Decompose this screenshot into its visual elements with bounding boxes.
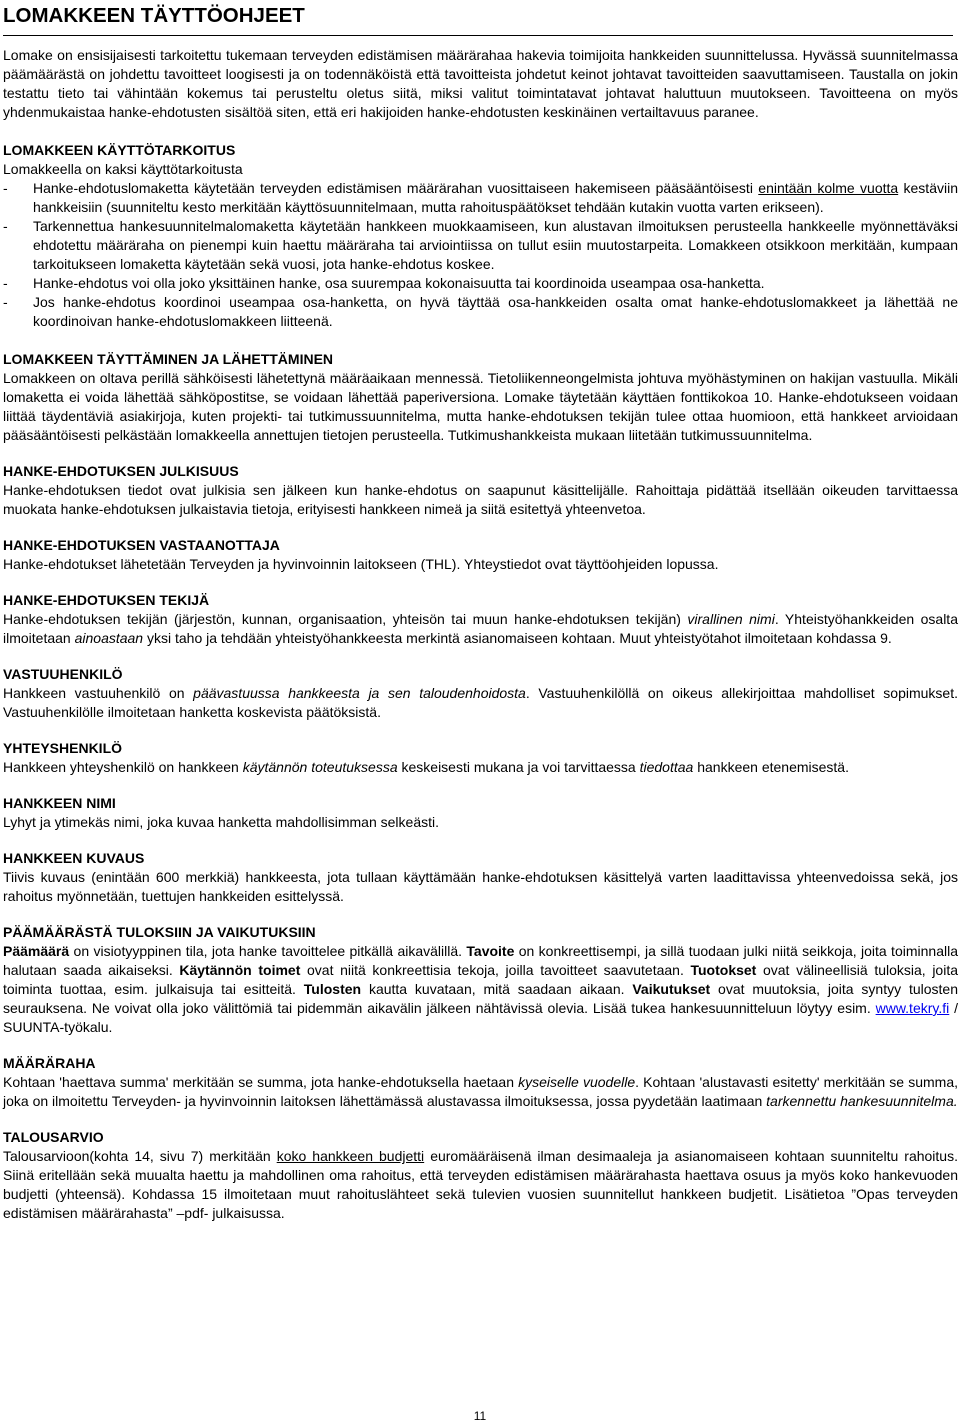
section-heading: HANKKEEN NIMI (3, 795, 116, 811)
section-tekija (3, 591, 958, 648)
section-heading: LOMAKKEEN KÄYTTÖTARKOITUS (3, 142, 236, 158)
section-talousarvio (3, 1128, 958, 1223)
section-heading: HANKE-EHDOTUKSEN TEKIJÄ (3, 592, 210, 608)
section-text (3, 1147, 958, 1223)
section-text (3, 758, 958, 777)
section-text: Hanke-ehdotuksen tiedot ovat julkisia sen jälkeen kun hanke-ehdotus on saapunut käsittelijälle. Rahoittaja pidättää itsellään oikeuden tarvittaessa muokata hanke-ehdotuksen julkaistavia tietoja, erityisesti hankkeen nimeä ja siitä esitettyä yhteenvetoa. (3, 482, 958, 517)
section-yhteyshenkilo (3, 739, 958, 777)
text-run: kautta kuvataan, mitä saadaan aikaan. (361, 981, 633, 997)
text-run: on konkreettisempi, ja sillä tuodaan julki niitä seikkoja, joita toiminnalla halutaan saada aikaiseksi. (3, 943, 958, 978)
section-nimi (3, 794, 958, 832)
bold-term: Tulosten (303, 981, 362, 997)
bold-term: Päämäärä (3, 943, 70, 959)
section-vastaanottaja (3, 536, 958, 574)
list-dash: - (3, 180, 8, 196)
section-kayttotarkoitus (3, 141, 958, 331)
bold-term: Tuotokset (690, 962, 757, 978)
list-dash: - (3, 294, 8, 310)
text-run: . Kohtaan 'alustavasti esitetty' merkitään se summa, joka on ilmoitettu Terveyden- ja hyvinvoinnin laitoksen lähettämässä alustavassa ilmoituksessa, jossa pyydetään laatimaan (3, 1074, 958, 1109)
list-item (3, 293, 958, 331)
list-item (3, 217, 958, 274)
bold-term: Vaikutukset (632, 981, 711, 997)
text-run: / SUUNTA-työkalu. (3, 1000, 959, 1035)
list-item-text: Hanke-ehdotus voi olla joko yksittäinen hanke, osa suurempaa kokonaisuutta tai koordinoida useampaa osa-hanketta. (33, 275, 765, 291)
section-heading: HANKE-EHDOTUKSEN VASTAANOTTAJA (3, 537, 280, 553)
tekry-link[interactable]: www.tekry.fi (875, 1000, 950, 1016)
italic-text: tarkennettu hankesuunnitelma. (766, 1093, 958, 1109)
section-text (3, 610, 958, 648)
section-taytto (3, 350, 958, 445)
section-text: Tiivis kuvaus (enintään 600 merkkiä) hankkeesta, jota tullaan käyttämään hanke-ehdotuksen käsittelyä varten laadittavissa yhteenvedoissa sekä, jos rahoitus myönnetään, tuettujen hankkeiden esittelyssä. (3, 869, 958, 904)
text-run: ovat välineellisiä tuloksia, joita toiminta tuottaa, esim. julkaisuja tai esitteitä. (3, 962, 959, 997)
section-heading: MÄÄRÄRAHA (3, 1055, 96, 1071)
text-run: Hanke-ehdotuslomaketta käytetään terveyden edistämisen määrärahan vuosittaiseen hakemiseen pääsääntöisesti (33, 180, 759, 196)
text-run: . Vastuuhenkilöllä on oikeus allekirjoittaa mahdolliset sopimukset. Vastuuhenkilölle ilmoitetaan hanketta koskevista päätöksistä. (3, 685, 958, 720)
list-item-text: Tarkennettua hankesuunnitelmalomaketta käytetään hankkeen muokkaamiseen, kun alustavan ilmoituksen perusteella hankkeelle myönnettäväksi ehdotettu määräraha on pienempi kuin haettu määräraha tai arviointiissa on tullut esiin muutostarpeita. Lomakkeen otsikkoon merkitään, kumpaan tarkoitukseen lomaketta käytetään sekä vuosi, jota hanke-ehdotus koskee. (33, 218, 958, 272)
text-run: Talousarvioon(kohta 14, sivu 7) merkitään (3, 1148, 277, 1164)
section-heading: TALOUSARVIO (3, 1129, 104, 1145)
text-run: Hankkeen yhteyshenkilö on hankkeen (3, 759, 243, 775)
italic-text: kyseiselle vuodelle (518, 1074, 636, 1090)
section-heading: YHTEYSHENKILÖ (3, 740, 123, 756)
section-text: Hanke-ehdotukset lähetetään Terveyden ja hyvinvoinnin laitokseen (THL). Yhteystiedot ovat täyttöohjeiden lopussa. (3, 556, 719, 572)
text-run: ovat muutoksia, joita syntyy tulosten seurauksena. Ne voivat olla joko välittömiä tai pidemmän aikavälin jälkeen nähtävissä olevia. Lisää tukea hankesuunnitteluun löytyy esim. (3, 981, 958, 1016)
list-item-text (33, 179, 958, 217)
section-paamaara (3, 923, 958, 1037)
underlined-text: enintään kolme vuotta (758, 180, 899, 196)
section-heading: LOMAKKEEN TÄYTTÄMINEN JA LÄHETTÄMINEN (3, 351, 334, 367)
text-run: euromääräisenä ilman desimaaleja ja asianomaiseen kohtaan suunniteltu rahoitus. Siinä eritellään sekä muualta haettu ja mahdollinen oma rahoitus, että terveyden edistämisen määrärahasta haettava osuus ja myös koko hankevuoden budjetti (yhteensä). Kohdassa 15 ilmoitetaan muut rahoituslähteet sekä tulevien vuosien suunnitellut hankkeen budjetit. Lisätietoa ”Opas terveyden edistämisen määrärahasta” –pdf- julkaisussa. (3, 1148, 958, 1221)
section-text (3, 684, 958, 722)
text-run: on visiotyyppinen tila, jota hanke tavoittelee pitkällä aikavälillä. (69, 943, 467, 959)
document-title: LOMAKKEEN TÄYTTÖOHJEET (3, 0, 953, 36)
italic-text: käytännön toteutuksessa (242, 759, 398, 775)
section-heading: HANKE-EHDOTUKSEN JULKISUUS (3, 463, 239, 479)
section-text: Lomakkeen on oltava perillä sähköisesti lähetettynä määräaikaan mennessä. Tietoliikenneongelmista johtuva myöhästyminen on hakijan vastuulla. Mikäli lomaketta ei voida lähettää sähköpostitse, se voidaan lähettää paperiversiona. Lomake täytetään käyttäen fonttikokoa 10. Hanke-ehdotukseen voidaan liittää täydentäviä asiakirjoja, kuten projekti- tai tutkimussuunnitelma, mutta hanke-ehdotuksen tekijän tulee ottaa huomioon, että hankkeet arvioidaan pääsääntöisesti pelkästään lomakkeella annettujen tietojen perusteella. Tutkimushankkeista mukaan liitetään tutkimussuunnitelma. (3, 370, 958, 443)
text-run: Kohtaan 'haettava summa' merkitään se summa, jota hanke-ehdotuksella haetaan (3, 1074, 519, 1090)
italic-text: ainoastaan (74, 630, 144, 646)
list-item (3, 179, 958, 217)
text-run: ovat niitä konkreettisia tekoja, joilla tavoitteet saavutetaan. (300, 962, 691, 978)
text-run: kestäviin hankkeisiin (suunniteltu kesto merkitään käyttösuunnitelmaan, mutta rahoituspäätökset tehdään kutakin vuotta varten erikseen). (33, 180, 958, 215)
italic-text: tiedottaa (639, 759, 694, 775)
section-maararaha (3, 1054, 958, 1111)
intro-paragraph: Lomake on ensisijaisesti tarkoitettu tukemaan terveyden edistämisen määrärahaa hakevia toimijoita hankkeiden suunnittelussa. Hyvässä suunnitelmassa päämäärästä on johdettu tavoitteet loogisesti ja on todennäköistä että tavoitteista johdetut keinot johtavat tavoitteiden saavuttamiseen. Taustalla on jokin testattu tieto tai vähintään kokemus tai perusteltu oletus siitä, miksi valitut toimintatavat johtavat haluttuun muutokseen. Tavoitteena on myös yhdenmukaistaa hanke-ehdotusten sisältöä siten, että eri hakijoiden hanke-ehdotusten keskinäinen vertailtavuus paranee. (3, 47, 958, 120)
text-run: Hankkeen vastuuhenkilö on (3, 685, 194, 701)
italic-text: virallinen nimi (687, 611, 775, 627)
section-lead: Lomakkeella on kaksi käyttötarkoitusta (3, 161, 243, 177)
document-body (3, 46, 958, 1223)
text-run: keskeisesti mukana ja voi tarvittaessa (397, 759, 640, 775)
bold-term: Käytännön toimet (179, 962, 301, 978)
section-text (3, 1073, 958, 1111)
section-heading: HANKKEEN KUVAUS (3, 850, 145, 866)
section-kuvaus (3, 849, 958, 906)
section-heading: PÄÄMÄÄRÄSTÄ TULOKSIIN JA VAIKUTUKSIIN (3, 924, 316, 940)
section-text: Lyhyt ja ytimekäs nimi, joka kuvaa hanketta mahdollisimman selkeästi. (3, 814, 440, 830)
page-number: 11 (473, 1409, 487, 1423)
italic-text: päävastuussa hankkeesta ja sen taloudenhoidosta (193, 685, 526, 701)
list-dash: - (3, 218, 8, 234)
bold-term: Tavoite (466, 943, 515, 959)
text-run: . Yhteistyöhankkeiden osalta ilmoitetaan (3, 611, 958, 646)
text-run: hankkeen etenemisestä. (693, 759, 849, 775)
list-item-text: Jos hanke-ehdotus koordinoi useampaa osa-hanketta, on hyvä täyttää osa-hankkeiden osalta omat hanke-ehdotuslomakkeet ja lähettää ne koordinoivan hanke-ehdotuslomakkeen liitteenä. (33, 294, 958, 329)
list-item (3, 274, 958, 293)
list-dash: - (3, 275, 8, 291)
section-vastuuhenkilo (3, 665, 958, 722)
underlined-text: koko hankkeen budjetti (276, 1148, 425, 1164)
section-julkisuus (3, 462, 958, 519)
section-heading: VASTUUHENKILÖ (3, 666, 123, 682)
text-run: Hanke-ehdotuksen tekijän (järjestön, kunnan, organisaation, yhteisön tai muun hanke-ehdotuksen tekijän) (3, 611, 688, 627)
text-run: yksi taho ja tehdään yhteistyöhankkeesta merkintä asianomaiseen kohtaan. Muut yhteistyötahot ilmoitetaan kohdassa 9. (143, 630, 892, 646)
section-text (3, 942, 958, 1037)
